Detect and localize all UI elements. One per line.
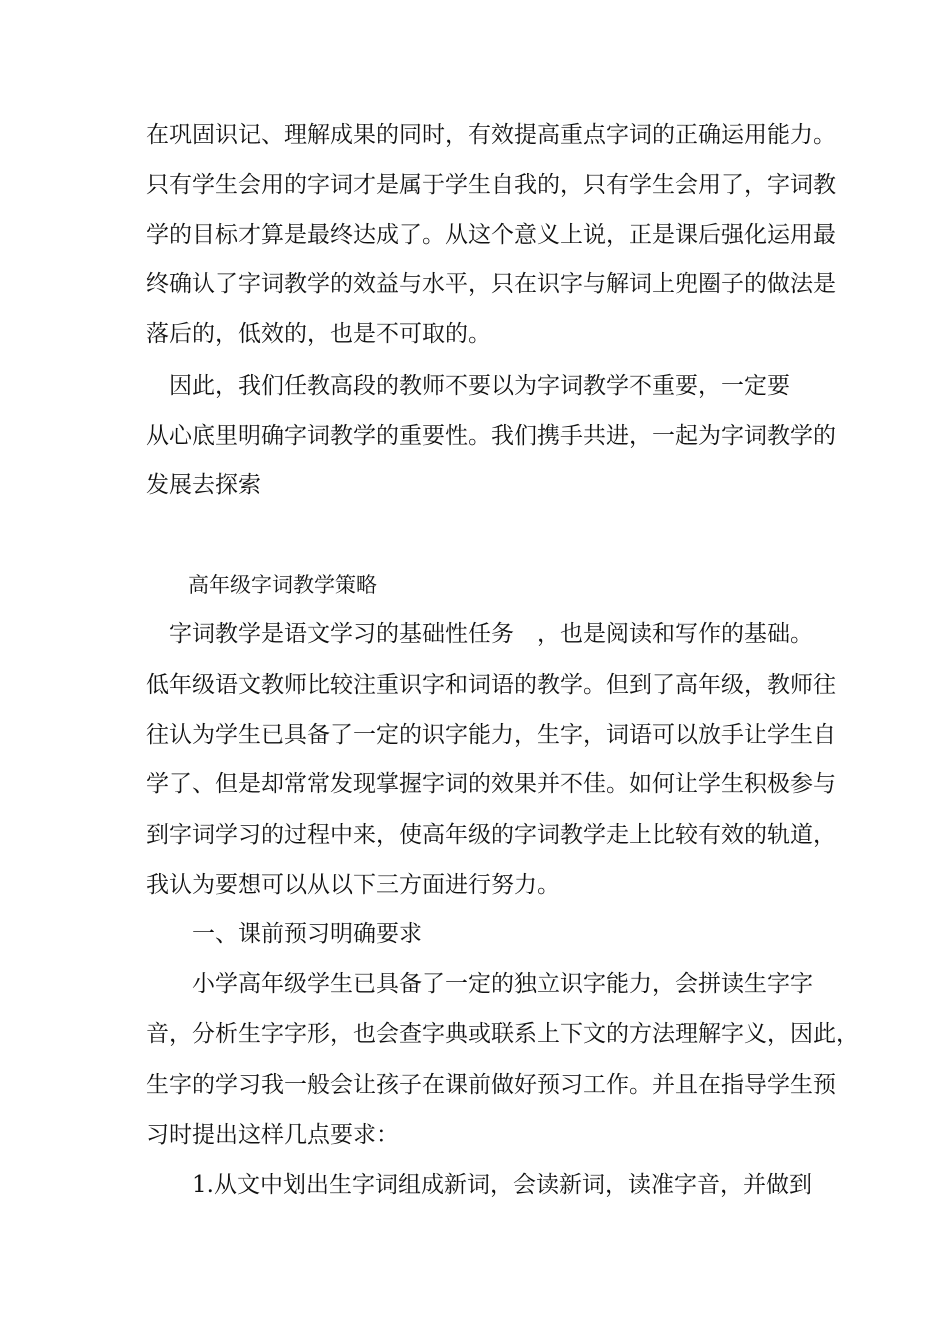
paragraph-line: 学的目标才算是最终达成了。从这个意义上说，正是课后强化运用最: [146, 222, 836, 248]
paragraph-line: 音，分析生字字形，也会查字典或联系上下文的方法理解字义，因此，: [146, 1021, 859, 1047]
paragraph-line: 只有学生会用的字词才是属于学生自我的，只有学生会用了，字词教: [146, 172, 836, 198]
subsection-title: 一、课前预习明确要求: [146, 921, 422, 947]
paragraph-line: 我认为要想可以从以下三方面进行努力。: [146, 872, 560, 898]
paragraph-line: 在巩固识记、理解成果的同时，有效提高重点字词的正确运用能力。: [146, 122, 836, 148]
paragraph-line: 发展去探索: [146, 472, 261, 498]
paragraph-line: 小学高年级学生已具备了一定的独立识字能力，会拼读生字字: [146, 971, 813, 997]
paragraph-line: 学了、但是却常常发现掌握字词的效果并不佳。如何让学生积极参与: [146, 771, 836, 797]
paragraph-line: 1.从文中划出生字词组成新词，会读新词，读准字音，并做到: [146, 1172, 812, 1198]
paragraph-line: 从心底里明确字词教学的重要性。我们携手共进，一起为字词教学的: [146, 423, 836, 449]
paragraph-line: 生字的学习我一般会让孩子在课前做好预习工作。并且在指导学生预: [146, 1072, 836, 1098]
paragraph-line: 落后的，低效的，也是不可取的。: [146, 321, 491, 347]
paragraph-line: 往认为学生已具备了一定的识字能力，生字，词语可以放手让学生自: [146, 722, 836, 748]
section-title: 高年级字词教学策略: [188, 573, 377, 597]
paragraph-line: 终确认了字词教学的效益与水平，只在识字与解词上兜圈子的做法是: [146, 271, 836, 297]
paragraph-line: 到字词学习的过程中来，使高年级的字词教学走上比较有效的轨道，: [146, 822, 836, 848]
paragraph-line: 因此，我们任教高段的教师不要以为字词教学不重要，一定要: [146, 373, 790, 399]
paragraph-line: 字词教学是语文学习的基础性任务 ，也是阅读和写作的基础。: [146, 621, 813, 647]
paragraph-line: 习时提出这样几点要求：: [146, 1122, 399, 1148]
paragraph-line: 低年级语文教师比较注重识字和词语的教学。但到了高年级，教师往: [146, 672, 836, 698]
